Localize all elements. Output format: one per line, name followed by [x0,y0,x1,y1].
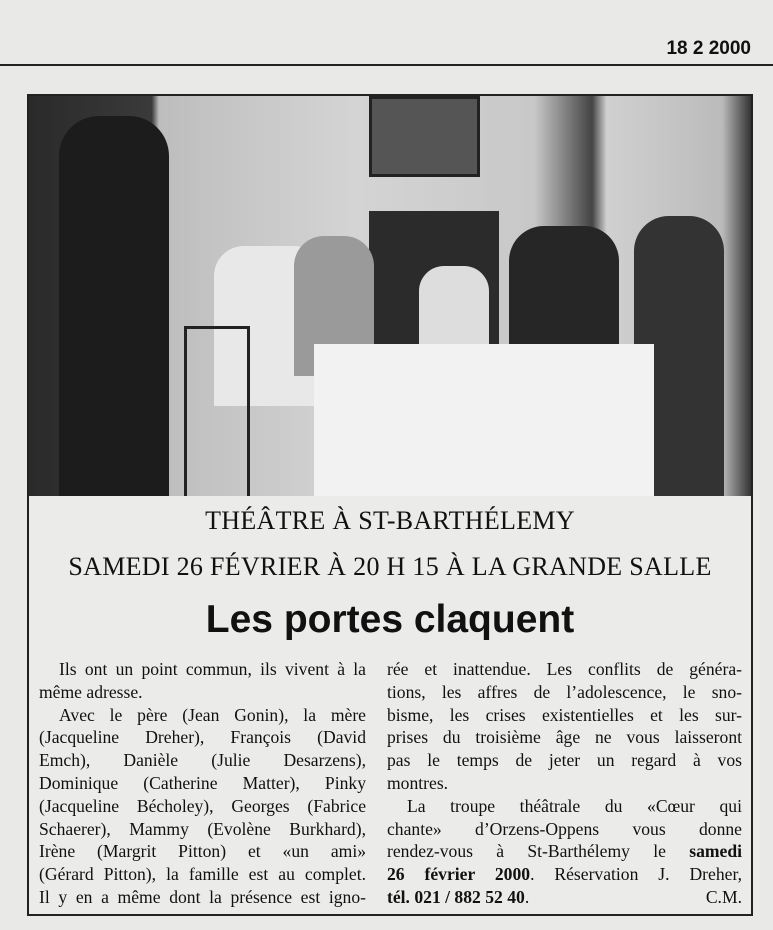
text-line [387,749,742,772]
text-segment: (Gérard Pitton), la famille est au complet. [39,864,366,885]
article [27,94,753,916]
bold-text: tél. 021 / 882 52 40 [387,886,525,907]
bold-text: samedi [689,841,742,862]
text-segment: . Réservation J. Dreher, [530,864,742,885]
text-segment: Schaerer), Mammy (Evolène Burkhard), [39,818,366,839]
text-line [39,681,366,704]
text-segment: rendez-vous à St-Barthélemy le [387,841,690,862]
text-line [387,795,742,818]
caption-line-1: THÉÂTRE À ST-BARTHÉLEMY [205,506,575,535]
text-segment: (Jacqueline Bécholey), Georges (Fabrice [39,795,366,816]
caption-line-2: SAMEDI 26 FÉVRIER À 20 H 15 À LA GRANDE SALLE [68,552,712,581]
text-segment: montres. [387,772,449,793]
text-line [39,726,366,749]
right-column [387,658,742,909]
text-line [387,886,742,909]
article-title: Les portes claquent [205,598,575,641]
text-line [39,886,366,909]
text-line [39,795,366,818]
author-signature: C.M. [705,886,742,907]
text-line [387,681,742,704]
text-segment: prises du troisième âge ne vous laisseront [387,727,742,748]
text-segment: Avec le père (Jean Gonin), la mère [59,704,366,725]
text-segment: même adresse. [39,681,143,702]
left-column [39,658,366,909]
text-segment: pas le temps de jeter un regard à vos [387,750,742,771]
text-line [387,863,742,886]
text-segment: Dominique (Catherine Matter), Pinky [39,772,366,793]
issue-date: 18 2 2000 [666,38,751,59]
text-line [39,749,366,772]
text-line [39,863,366,886]
text-line [387,726,742,749]
text-line [387,818,742,841]
bold-text: 26 février 2000 [387,864,531,885]
text-segment: La troupe théâtrale du «Cœur qui [407,795,742,816]
text-segment: . [524,886,530,907]
text-segment: Emch), Danièle (Julie Desarzens), [39,750,366,771]
text-line [387,704,742,727]
text-line [39,772,366,795]
text-line [387,772,742,795]
text-line [387,658,742,681]
text-segment: rée et inattendue. Les conflits de généra- [387,659,742,679]
text-line-main [387,886,529,909]
text-line [39,658,366,681]
text-line [39,818,366,841]
header-rule [0,64,773,66]
text-segment: bisme, les crises existentielles et les sur- [387,704,742,725]
text-segment: chante» d’Orzens-Oppens vous donne [387,818,742,839]
text-line [387,840,742,863]
text-line [39,840,366,863]
text-segment: Irène (Margrit Pitton) et «un ami» [39,841,366,862]
text-segment: (Jacqueline Dreher), François (David [39,727,366,748]
text-segment: Il y en a même dont la présence est igno- [39,886,366,907]
text-line [39,704,366,727]
text-segment: Ils ont un point commun, ils vivent à la [59,659,366,679]
article-photo [29,96,751,496]
text-segment: tions, les affres de l’adolescence, le sno- [387,681,742,702]
